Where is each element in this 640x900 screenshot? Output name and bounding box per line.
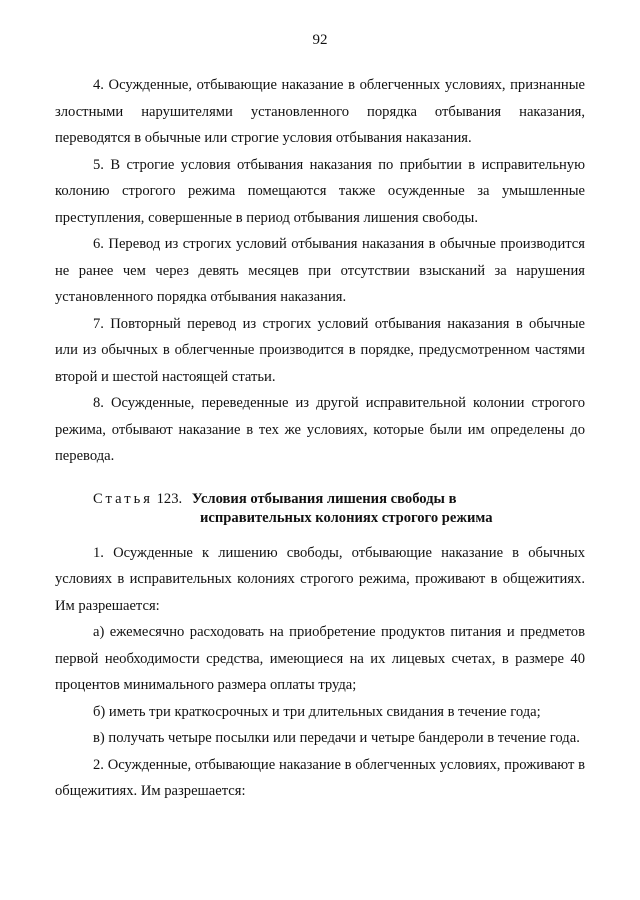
article-title-line1: Условия отбывания лишения свободы в — [191, 490, 457, 507]
paragraph: 8. Осужденные, переведенные из другой исправительной колонии строгого режима, отбывают наказание в тех же условиях, которые были им определены до перевода. — [55, 395, 585, 464]
article-title-line2: исправительных колониях строгого режима — [200, 509, 493, 526]
paragraph: в) получать четыре посылки или передачи и четыре бандероли в течение года. — [93, 730, 580, 746]
paragraph: 7. Повторный перевод из строгих условий отбывания наказания в обычные или из обычных в облегченные производится в порядке, предусмотренном частями второй и шестой настоящей статьи. — [55, 315, 585, 385]
document-body — [55, 72, 585, 805]
paragraph: 4. Осужденные, отбывающие наказание в облегченных условиях, признанные злостными нарушителями установленного порядка отбывания наказания, переводятся в обычные или строгие условия отбывания наказания. — [55, 77, 585, 146]
paragraph: 6. Перевод из строгих условий отбывания наказания в обычные производится не ранее чем через девять месяцев при отсутствии взысканий за нарушения установленного порядка отбывания наказания. — [55, 236, 585, 305]
paragraph: б) иметь три краткосрочных и три длительных свидания в течение года; — [93, 703, 541, 720]
article-prefix: Статья — [93, 490, 153, 507]
paragraph: а) ежемесячно расходовать на приобретение продуктов питания и предметов первой необходимости средства, имеющиеся на их лицевых счетах, в размере 40 процентов минимального размера оплаты труда; — [55, 624, 585, 693]
article-number: 123. — [156, 490, 183, 507]
paragraph: 2. Осужденные, отбывающие наказание в облегченных условиях, проживают в общежитиях. Им разрешается: — [55, 756, 585, 799]
paragraph: 5. В строгие условия отбывания наказания по прибытии в исправительную колонию строгого режима помещаются также осужденные за умышленные преступления, совершенные в период отбывания лишения свободы. — [55, 156, 585, 226]
paragraph: 1. Осужденные к лишению свободы, отбывающие наказание в обычных условиях в исправительных колониях строгого режима, проживают в общежитиях. Им разрешается: — [55, 544, 585, 614]
page-number: 92 — [312, 32, 328, 48]
article-heading — [55, 490, 585, 528]
